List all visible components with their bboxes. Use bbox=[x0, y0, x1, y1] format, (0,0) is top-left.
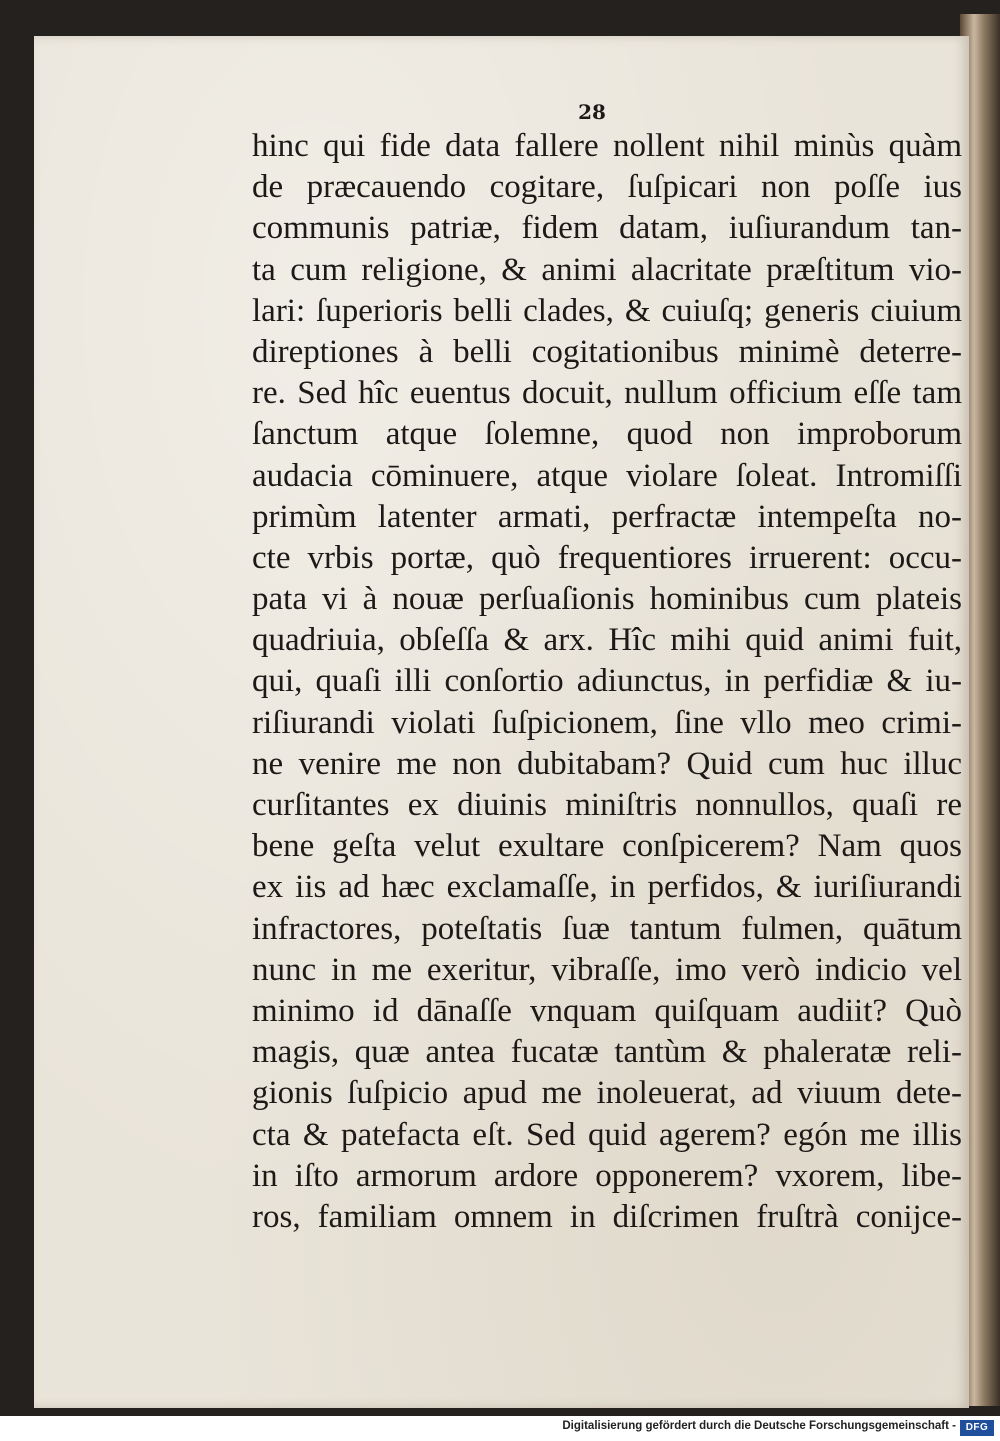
text-line: nunc in me exeritur, vibraſſe, imo verò indicio vel bbox=[252, 951, 962, 988]
text-line: ſanctum atque ſolemne, quod non improborum bbox=[252, 416, 962, 453]
dfg-logo: DFG bbox=[960, 1420, 994, 1436]
text-line: re. Sed hîc euentus docuit, nullum officium eſſe tam bbox=[252, 375, 962, 412]
text-line: lari: ſuperioris belli clades, & cuiuſq; generis ciuium bbox=[252, 292, 962, 329]
body-text bbox=[252, 126, 962, 1238]
text-line: de præcauendo cogitare, ſuſpicari non poſſe ius bbox=[252, 169, 962, 206]
text-line: ta cum religione, & animi alacritate præſtitum vio- bbox=[252, 251, 962, 288]
text-line: cta & patefacta eſt. Sed quid agerem? egón me illis bbox=[252, 1116, 962, 1153]
page-number: 28 bbox=[578, 100, 606, 124]
text-line: pata vi à nouæ perſuaſionis hominibus cum plateis bbox=[252, 581, 962, 618]
text-line: bene geſta velut exultare conſpicerem? Nam quos bbox=[252, 828, 962, 865]
text-line: ex iis ad hæc exclamaſſe, in perfidos, & iuriſiurandi bbox=[252, 869, 962, 906]
text-line: in iſto armorum ardore opponerem? vxorem, libe- bbox=[252, 1157, 962, 1194]
text-line: ne venire me non dubitabam? Quid cum huc illuc bbox=[252, 745, 962, 782]
footer-bar bbox=[0, 1416, 1000, 1441]
text-line: ros, familiam omnem in diſcrimen fruſtrà conijce- bbox=[252, 1198, 962, 1235]
text-line: audacia cōminuere, atque violare ſoleat. Intromiſſi bbox=[252, 457, 962, 494]
text-line: hinc qui fide data fallere nollent nihil minùs quàm bbox=[252, 128, 962, 164]
text-line: direptiones à belli cogitationibus minimè deterre- bbox=[252, 333, 962, 370]
text-line: qui, quaſi illi conſortio adiunctus, in perfidiæ & iu- bbox=[252, 663, 962, 700]
text-line: riſiurandi violati ſuſpicionem, ſine vllo meo crimi- bbox=[252, 704, 962, 741]
text-line: minimo id dānaſſe vnquam quiſquam audiit? Quò bbox=[252, 992, 962, 1029]
text-line: cte vrbis portæ, quò frequentiores irruerent: occu- bbox=[252, 539, 962, 576]
funding-credit: Digitalisierung gefördert durch die Deutsche Forschungsgemeinschaft - bbox=[562, 1420, 956, 1432]
text-line: infractores, poteſtatis ſuæ tantum fulmen, quātum bbox=[252, 910, 962, 947]
text-line: primùm latenter armati, perfractæ intempeſta no- bbox=[252, 498, 962, 535]
text-line: magis, quæ antea fucatæ tantùm & phaleratæ reli- bbox=[252, 1034, 962, 1071]
text-line: curſitantes ex diuinis miniſtris nonnullos, quaſi re bbox=[252, 787, 962, 823]
text-line: quadriuia, obſeſſa & arx. Hîc mihi quid animi fuit, bbox=[252, 622, 962, 659]
text-line: gionis ſuſpicio apud me inoleuerat, ad viuum dete- bbox=[252, 1075, 962, 1112]
text-line: communis patriæ, fidem datam, iuſiurandum tan- bbox=[252, 210, 962, 247]
